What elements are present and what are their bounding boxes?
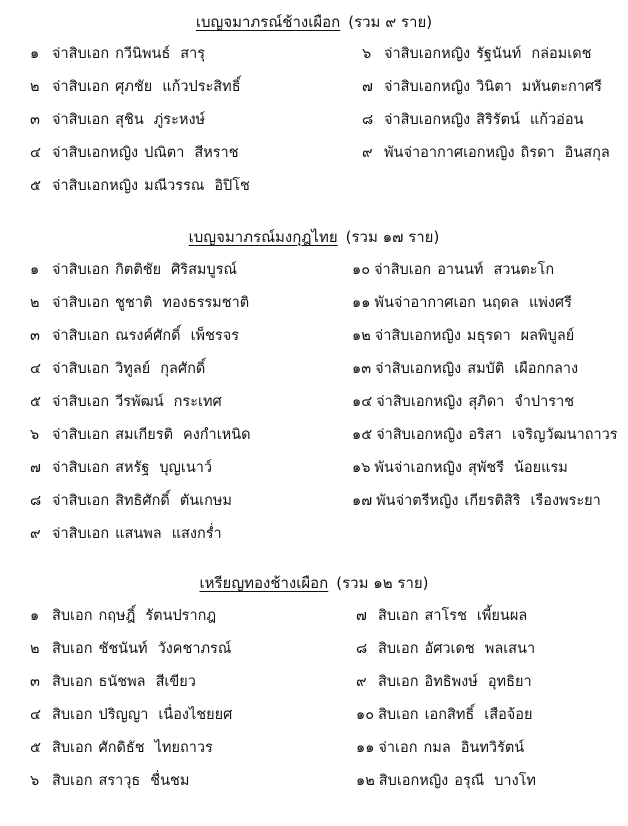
- list-item: [30, 42, 205, 66]
- item-rank: จ่าสิบเอกหญิง: [376, 394, 463, 410]
- item-given-name: กวีนิพนธ์: [115, 46, 171, 62]
- item-rank: จ่าสิบเอกหญิง: [384, 112, 471, 128]
- item-family-name: บุญเนาว์: [159, 460, 213, 476]
- section-heading: [0, 225, 628, 249]
- item-rank: สิบเอก: [52, 674, 93, 690]
- item-family-name: สารุ: [180, 46, 206, 62]
- section-heading: [0, 571, 628, 595]
- item-number: ๑๐: [352, 262, 371, 278]
- item-number: ๑๒: [352, 328, 371, 344]
- list-item: [30, 258, 237, 282]
- item-given-name: มณีวรรณ: [144, 178, 205, 194]
- item-given-name: แสนพล: [115, 526, 162, 542]
- item-number: ๑๕: [352, 427, 373, 443]
- item-family-name: กระเทศ: [173, 394, 222, 410]
- list-item: [30, 769, 189, 793]
- list-item: [30, 522, 222, 546]
- item-number: ๘: [356, 641, 368, 657]
- list-item: [30, 637, 231, 661]
- item-number: ๔: [30, 361, 41, 377]
- item-rank: พันจ่าตรีหญิง: [376, 493, 459, 509]
- item-number: ๗: [356, 608, 367, 624]
- item-rank: จ่าสิบเอกหญิง: [376, 427, 463, 443]
- item-rank: จ่าสิบเอก: [52, 328, 110, 344]
- item-rank: จ่าสิบเอก: [52, 493, 110, 509]
- item-given-name: ศุภชัย: [115, 79, 153, 95]
- item-given-name: สิทธิศักดิ์: [115, 493, 170, 509]
- item-rank: จ่าสิบเอก: [52, 295, 110, 311]
- list-item: [30, 604, 216, 628]
- item-rank: สิบเอก: [52, 641, 93, 657]
- item-rank: สิบเอก: [378, 641, 419, 657]
- item-family-name: วังคชาภรณ์: [157, 641, 232, 657]
- list-item: [30, 75, 241, 99]
- item-family-name: สวนตะโก: [493, 262, 555, 278]
- item-rank: จ่าสิบเอกหญิง: [52, 145, 139, 161]
- item-number: ๖: [30, 773, 40, 789]
- item-number: ๓: [30, 112, 40, 128]
- list-item: [30, 670, 196, 694]
- list-item: [356, 703, 532, 727]
- item-family-name: สีหราช: [194, 145, 239, 161]
- item-given-name: กิตติชัย: [115, 262, 162, 278]
- list-item: [362, 141, 610, 165]
- item-family-name: แสงกร่ำ: [171, 526, 222, 542]
- item-rank: สิบเอก: [378, 674, 419, 690]
- item-number: ๑: [30, 46, 40, 62]
- item-given-name: ศักดิธัช: [98, 740, 145, 756]
- item-number: ๙: [362, 145, 373, 161]
- item-number: ๘: [30, 493, 42, 509]
- item-rank: พันจ่าอากาศเอก: [374, 295, 476, 311]
- item-rank: สิบเอก: [52, 608, 93, 624]
- item-rank: พันจ่าเอกหญิง: [374, 460, 462, 476]
- item-given-name: ปริญญา: [98, 707, 149, 723]
- list-item: [356, 736, 524, 760]
- item-given-name: ปณิตา: [144, 145, 185, 161]
- item-given-name: สมบัติ: [467, 361, 505, 377]
- item-rank: จ่าสิบเอกหญิง: [384, 46, 471, 62]
- item-number: ๑๗: [352, 493, 373, 509]
- item-number: ๙: [30, 526, 41, 542]
- item-family-name: อินสกุล: [564, 145, 610, 161]
- item-given-name: สาโรช: [424, 608, 467, 624]
- item-rank: สิบเอก: [378, 608, 419, 624]
- item-family-name: เพี้ยนผล: [476, 608, 528, 624]
- item-family-name: แก้วประสิทธิ์: [162, 79, 241, 95]
- item-rank: จ่าสิบเอก: [52, 262, 110, 278]
- item-number: ๑: [30, 608, 40, 624]
- item-family-name: เจริญวัฒนาถาวร: [511, 427, 618, 443]
- item-number: ๒: [30, 79, 40, 95]
- item-family-name: ภู่ระหงษ์: [153, 112, 206, 128]
- list-item: [30, 291, 249, 315]
- item-given-name: รัฐนันท์: [476, 46, 522, 62]
- item-number: ๙: [356, 674, 367, 690]
- list-item: [352, 456, 568, 480]
- list-item: [30, 489, 232, 513]
- item-family-name: ผลพิบูลย์: [520, 328, 575, 344]
- section-count: (รวม ๑๗ ราย): [345, 228, 440, 246]
- item-family-name: เรืองพระยา: [530, 493, 601, 509]
- list-item: [352, 324, 574, 348]
- list-item: [30, 456, 212, 480]
- list-item: [30, 324, 239, 348]
- item-family-name: แก้วอ่อน: [529, 112, 584, 128]
- item-family-name: เผือกกลาง: [514, 361, 579, 377]
- item-family-name: มหันตะกาศรี: [521, 79, 602, 95]
- item-given-name: สมเกียรติ: [115, 427, 173, 443]
- item-rank: จ่าสิบเอกหญิง: [375, 361, 462, 377]
- item-given-name: สิริรัตน์: [476, 112, 520, 128]
- section-title: เบญจมาภรณ์ช้างเผือก: [195, 13, 341, 31]
- list-item: [362, 75, 602, 99]
- item-rank: สิบเอก: [52, 773, 93, 789]
- item-number: ๕: [30, 178, 41, 194]
- list-item: [352, 258, 554, 282]
- item-given-name: วิทูลย์: [115, 361, 151, 377]
- item-family-name: ไทยถาวร: [154, 740, 213, 756]
- item-given-name: อานนท์: [437, 262, 484, 278]
- list-item: [30, 108, 205, 132]
- item-given-name: กมล: [423, 740, 451, 756]
- item-rank: จ่าเอก: [378, 740, 418, 756]
- item-rank: จ่าสิบเอกหญิง: [384, 79, 471, 95]
- list-item: [362, 108, 584, 132]
- list-item: [30, 390, 222, 414]
- item-given-name: นฤดล: [481, 295, 519, 311]
- item-given-name: วีรพัฒน์: [115, 394, 164, 410]
- item-given-name: อรุณี: [454, 773, 485, 789]
- item-family-name: กุลศักดิ์: [160, 361, 206, 377]
- item-family-name: น้อยแรม: [514, 460, 568, 476]
- list-item: [30, 357, 205, 381]
- item-given-name: มธุรดา: [466, 328, 511, 344]
- item-given-name: เกียรติสิริ: [464, 493, 521, 509]
- item-rank: สิบเอก: [378, 707, 419, 723]
- item-rank: จ่าสิบเอก: [52, 526, 110, 542]
- list-item: [352, 357, 578, 381]
- item-rank: จ่าสิบเอก: [52, 46, 110, 62]
- item-family-name: กล่อมเดช: [531, 46, 592, 62]
- item-number: ๓: [30, 674, 40, 690]
- item-given-name: ชูชาติ: [115, 295, 153, 311]
- item-number: ๔: [30, 145, 41, 161]
- item-rank: จ่าสิบเอก: [52, 361, 110, 377]
- item-number: ๗: [30, 460, 41, 476]
- item-number: ๑๔: [352, 394, 373, 410]
- item-family-name: อิปิโช: [214, 178, 250, 194]
- item-number: ๔: [30, 707, 41, 723]
- item-number: ๖: [362, 46, 372, 62]
- item-family-name: ชื่นชม: [150, 773, 190, 789]
- item-family-name: สีเขียว: [155, 674, 196, 690]
- section-title: เบญจมาภรณ์มงกุฎไทย: [188, 228, 338, 246]
- item-given-name: กฤษฎิ์: [98, 608, 136, 624]
- item-given-name: ธนัชพล: [98, 674, 146, 690]
- item-family-name: รัตนปรากฎ: [145, 608, 217, 624]
- item-number: ๑๑: [352, 295, 371, 311]
- item-family-name: ศิริสมบูรณ์: [171, 262, 237, 278]
- section-count: (รวม ๑๒ ราย): [336, 574, 429, 592]
- item-family-name: เนื่องไชยยศ: [158, 707, 233, 723]
- item-given-name: อิทธิพงษ์: [424, 674, 478, 690]
- item-number: ๘: [362, 112, 374, 128]
- item-given-name: สุชิน: [115, 112, 144, 128]
- item-family-name: จำปาราช: [514, 394, 575, 410]
- item-number: ๒: [30, 641, 40, 657]
- list-item: [356, 604, 527, 628]
- item-rank: จ่าสิบเอก: [374, 262, 432, 278]
- item-rank: จ่าสิบเอก: [52, 112, 110, 128]
- item-family-name: คงกำเหนิด: [183, 427, 251, 443]
- item-number: ๑๑: [356, 740, 375, 756]
- item-number: ๒: [30, 295, 40, 311]
- item-number: ๑๐: [356, 707, 375, 723]
- item-family-name: อุทธิยา: [487, 674, 532, 690]
- item-number: ๗: [362, 79, 373, 95]
- section-count: (รวม ๙ ราย): [348, 13, 433, 31]
- item-number: ๕: [30, 394, 41, 410]
- item-given-name: อัศวเดช: [424, 641, 475, 657]
- list-item: [352, 489, 601, 513]
- list-item: [352, 423, 618, 447]
- list-item: [30, 423, 251, 447]
- item-family-name: แพ่งศรี: [528, 295, 572, 311]
- list-item: [352, 390, 574, 414]
- item-family-name: ทองธรรมชาติ: [162, 295, 250, 311]
- list-item: [356, 670, 532, 694]
- item-rank: จ่าสิบเอก: [52, 79, 110, 95]
- list-item: [30, 703, 232, 727]
- item-family-name: เสือจ้อย: [484, 707, 533, 723]
- item-number: ๑๒: [356, 773, 375, 789]
- item-rank: จ่าสิบเอกหญิง: [374, 328, 461, 344]
- item-rank: จ่าสิบเอก: [52, 427, 110, 443]
- item-given-name: เอกสิทธิ์: [424, 707, 475, 723]
- list-item: [30, 736, 213, 760]
- section-heading: [0, 10, 628, 34]
- item-number: ๑๓: [352, 361, 372, 377]
- item-given-name: สุภิดา: [468, 394, 505, 410]
- item-rank: สิบเอก: [52, 740, 93, 756]
- item-family-name: เพ็ชรจร: [190, 328, 239, 344]
- item-family-name: บางโท: [494, 773, 536, 789]
- list-item: [356, 769, 536, 793]
- item-rank: จ่าสิบเอก: [52, 460, 110, 476]
- item-family-name: อินทวิรัตน์: [460, 740, 525, 756]
- list-item: [352, 291, 572, 315]
- item-given-name: ณรงค์ศักดิ์: [115, 328, 181, 344]
- item-given-name: วินิตา: [476, 79, 512, 95]
- item-given-name: สหรัฐ: [115, 460, 150, 476]
- item-family-name: พลเสนา: [484, 641, 536, 657]
- item-given-name: อริสา: [468, 427, 502, 443]
- list-item: [362, 42, 591, 66]
- item-number: ๕: [30, 740, 41, 756]
- item-rank: จ่าสิบเอก: [52, 394, 110, 410]
- item-given-name: สราวุธ: [98, 773, 141, 789]
- list-item: [356, 637, 535, 661]
- section-title: เหรียญทองช้างเผือก: [199, 574, 329, 592]
- item-number: ๖: [30, 427, 40, 443]
- item-rank: พันจ่าอากาศเอกหญิง: [384, 145, 515, 161]
- item-given-name: ถิรดา: [520, 145, 555, 161]
- item-number: ๑: [30, 262, 40, 278]
- item-given-name: สุพัชรี: [467, 460, 505, 476]
- item-given-name: ชัชนันท์: [98, 641, 148, 657]
- item-rank: สิบเอกหญิง: [378, 773, 449, 789]
- list-item: [30, 174, 250, 198]
- item-rank: จ่าสิบเอกหญิง: [52, 178, 139, 194]
- item-number: ๓: [30, 328, 40, 344]
- item-family-name: ตันเกษม: [179, 493, 232, 509]
- list-item: [30, 141, 239, 165]
- item-number: ๑๖: [352, 460, 371, 476]
- item-rank: สิบเอก: [52, 707, 93, 723]
